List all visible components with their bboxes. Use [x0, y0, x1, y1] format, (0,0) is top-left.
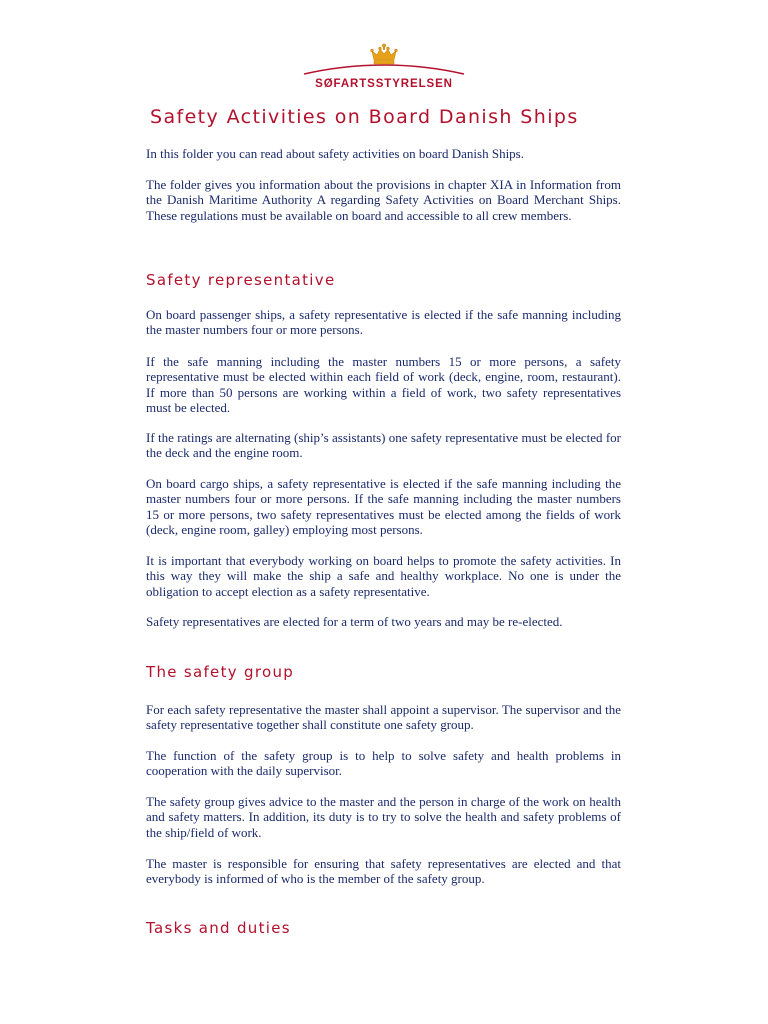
- body-paragraph: For each safety representative the master shall appoint a supervisor. The supervisor and the safety representative together shall constitute one safety group.: [146, 702, 621, 733]
- body-paragraph: If the safe manning including the master numbers 15 or more persons, a safety representative must be elected within each field of work (deck, engine, room, restaurant). If more than 50 persons are working within a field of work, two safety representatives must be elected.: [146, 354, 621, 416]
- body-paragraph: The function of the safety group is to help to solve safety and health problems in cooperation with the daily supervisor.: [146, 748, 621, 779]
- body-paragraph: On board cargo ships, a safety representative is elected if the safe manning including the master numbers four or more persons. If the safe manning including the master numbers 15 or more persons, two safety representatives must be elected among the fields of work (deck, engine room, galley) employing most persons.: [146, 476, 621, 538]
- body-paragraph: It is important that everybody working on board helps to promote the safety activities. In this way they will make the ship a safe and healthy workplace. No one is under the obligation to accept election as a safety representative.: [146, 553, 621, 599]
- section-heading: Safety representative: [146, 271, 336, 289]
- section-heading: The safety group: [146, 663, 295, 681]
- body-paragraph: If the ratings are alternating (ship’s assistants) one safety representative must be elected for the deck and the engine room.: [146, 430, 621, 461]
- section-heading: Tasks and duties: [146, 919, 291, 937]
- page-title: Safety Activities on Board Danish Ships: [150, 106, 579, 128]
- intro-paragraph: In this folder you can read about safety activities on board Danish Ships.: [146, 146, 524, 161]
- body-paragraph: The master is responsible for ensuring that safety representatives are elected and that everybody is informed of who is the member of the safety group.: [146, 856, 621, 887]
- body-paragraph: The safety group gives advice to the master and the person in charge of the work on health and safety matters. In addition, its duty is to try to solve the health and safety problems of the ship/field of work.: [146, 794, 621, 840]
- brand-name: SØFARTSSTYRELSEN: [315, 78, 453, 90]
- body-paragraph: Safety representatives are elected for a term of two years and may be re-elected.: [146, 614, 563, 629]
- intro-paragraph: The folder gives you information about the provisions in chapter XIA in Information from the Danish Maritime Authority A regarding Safety Activities on Board Merchant Ships. These regulations must be available on board and accessible to all crew members.: [146, 177, 621, 223]
- body-paragraph: On board passenger ships, a safety representative is elected if the safe manning including the master numbers four or more persons.: [146, 307, 621, 338]
